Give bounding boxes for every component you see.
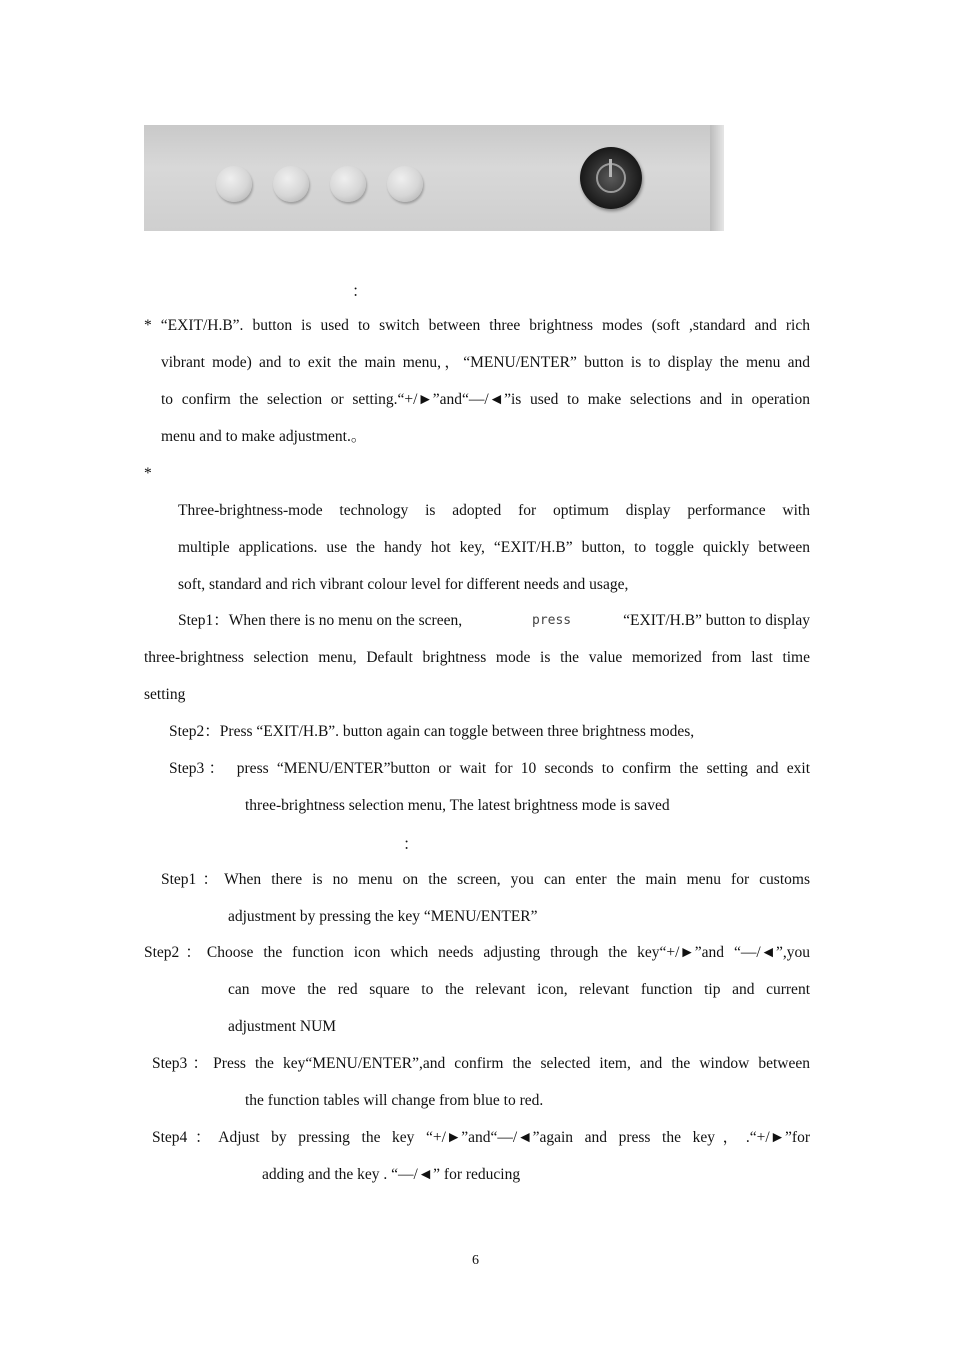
paragraph-line: three-brightness selection menu, The latest brightness mode is saved — [245, 797, 670, 814]
step1-text-end: “EXIT/H.B” button to display — [623, 612, 810, 629]
paragraph-line: multiple applications. use the handy hot key, “EXIT/H.B” button, to toggle quickly between — [178, 539, 810, 556]
paragraph-line: adjustment by pressing the key “MENU/ENTER” — [228, 908, 538, 925]
step4-text: Step4：Adjust by pressing the key “+/►”and“—/◄”again and press the key，.“+/►”for — [152, 1129, 810, 1146]
step2-text: Step2：Press “EXIT/H.B”. button again can toggle between three brightness modes, — [169, 723, 695, 740]
panel-button-2 — [273, 166, 309, 202]
step2-text: Step2：Choose the function icon which needs adjusting through the key“+/►”and “—/◄”,you — [144, 944, 810, 961]
paragraph-line: menu and to make adjustment.。 — [161, 428, 367, 445]
section-colon: ： — [403, 836, 419, 853]
step1-text: Step1：When there is no menu on the screen, you can enter the main menu for customs — [161, 871, 810, 888]
paragraph-line: setting — [144, 686, 186, 703]
panel-button-4 — [387, 166, 423, 202]
page-number: 6 — [472, 1253, 479, 1268]
step1-text: Step1：When there is no menu on the screen, — [178, 612, 463, 629]
panel-button-1 — [216, 166, 252, 202]
paragraph-line: the function tables will change from blue to red. — [245, 1092, 544, 1109]
step3-text: Step3： press “MENU/ENTER”button or wait for 10 seconds to confirm the setting and exit — [169, 760, 810, 777]
paragraph-line: adjustment NUM — [228, 1018, 337, 1035]
bullet-star: * — [144, 465, 152, 482]
paragraph-line: three-brightness selection menu, Default brightness mode is the value memorized from last time — [144, 649, 810, 666]
step1-press: press — [532, 613, 572, 628]
paragraph-line: * “EXIT/H.B”. button is used to switch between three brightness modes (soft ,standard and rich — [144, 317, 810, 334]
paragraph-line: to confirm the selection or setting.“+/►”and“—/◄”is used to make selections and in operation — [161, 391, 810, 408]
paragraph-line: adding and the key . “—/◄” for reducing — [262, 1166, 521, 1183]
section-colon: ： — [352, 283, 368, 300]
front-panel-photo — [144, 125, 724, 231]
paragraph-line: vibrant mode) and to exit the main menu,，“MENU/ENTER” button is to display the menu and — [161, 354, 810, 371]
step3-text: Step3：Press the key“MENU/ENTER”,and confirm the selected item, and the window between — [152, 1055, 810, 1072]
paragraph-line: can move the red square to the relevant icon, relevant function tip and current — [228, 981, 810, 998]
paragraph-line: Three-brightness-mode technology is adopted for optimum display performance with — [178, 502, 810, 519]
power-button — [580, 147, 642, 209]
paragraph-line: soft, standard and rich vibrant colour level for different needs and usage, — [178, 576, 629, 593]
panel-button-3 — [330, 166, 366, 202]
